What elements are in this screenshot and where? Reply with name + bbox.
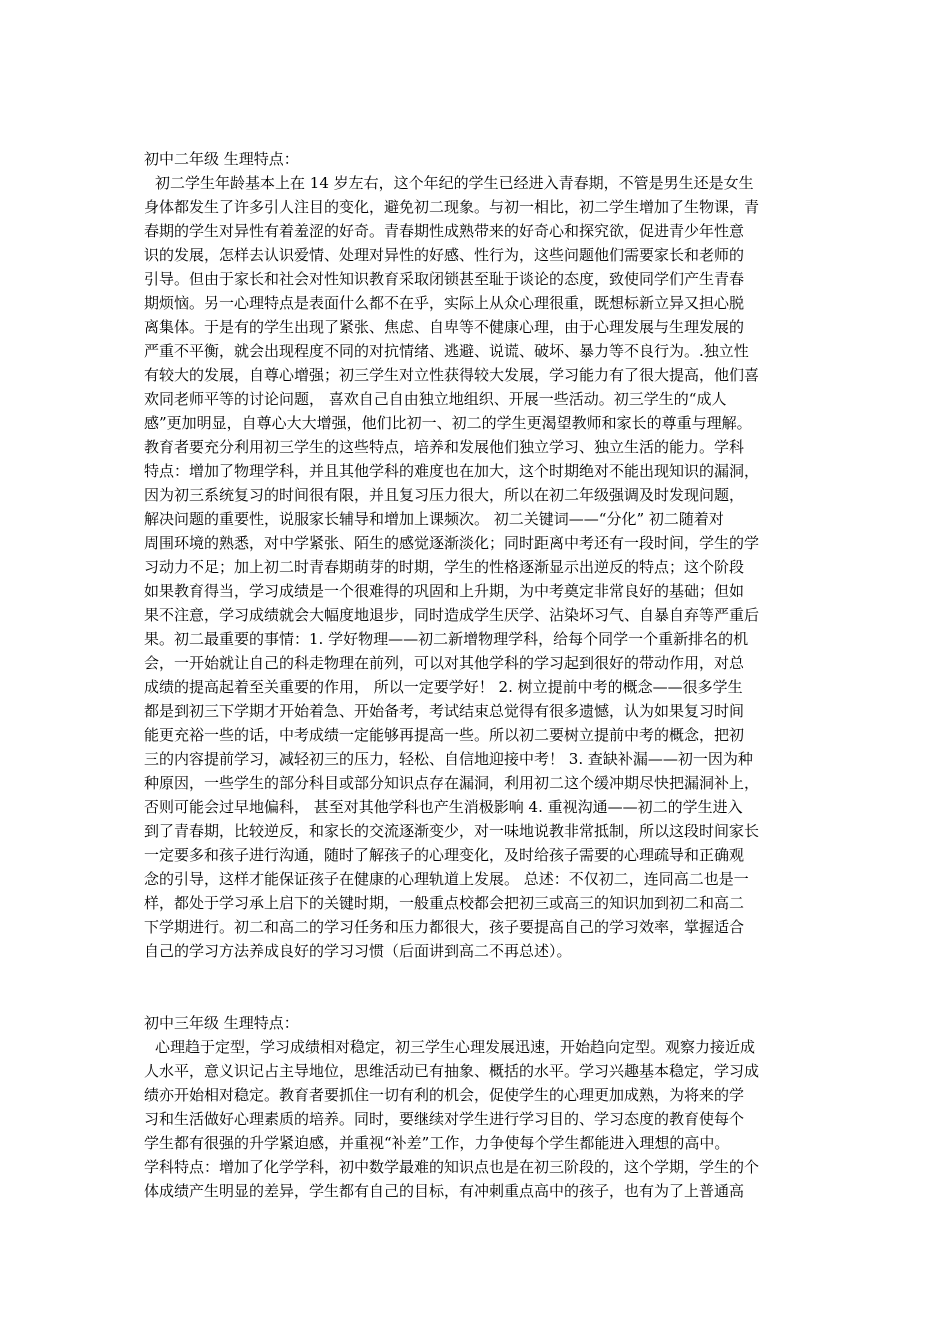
text-line: 果不注意，学习成绩就会大幅度地退步，同时造成学生厌学、沾染坏习气、自暴自弃等严重后 (144, 606, 760, 624)
text-line: 学生都有很强的升学紧迫感，并重视“补差”工作，力争使每个学生都能进入理想的高中。 (144, 1134, 730, 1152)
text-line: 如果教育得当，学习成绩是一个很难得的巩固和上升期，为中考奠定非常良好的基础；但如 (144, 582, 745, 600)
text-line: 期烦恼。另一心理特点是表面什么都不在乎，实际上从众心理很重，既想标新立异又担心脱 (144, 294, 745, 312)
section-body (144, 171, 806, 963)
text-line: 一定要多和孩子进行沟通，随时了解孩子的心理变化，及时给孩子需要的心理疏导和正确观 (144, 846, 745, 864)
text-line: 三的内容提前学习，减轻初三的压力，轻松、自信地迎接中考！ 3. 查缺补漏——初一因为种 (144, 750, 753, 768)
text-line: 到了青春期，比较逆反，和家长的交流逐渐变少，对一味地说教非常抵制，所以这段时间家长 (144, 822, 760, 840)
text-line: 样，都处于学习承上启下的关键时期，一般重点校都会把初三或高三的知识加到初二和高二 (144, 894, 745, 912)
text-line: 果。初二最重要的事情：1. 学好物理——初二新增物理学科，给每个同学一个重新排名的机 (144, 630, 749, 648)
text-line: 离集体。于是有的学生出现了紧张、焦虑、自卑等不健康心理，由于心理发展与生理发展的 (144, 318, 745, 336)
text-line: 有较大的发展，自尊心增强；初三学生对立性获得较大发展，学习能力有了很大提高，他们喜 (144, 366, 760, 384)
text-line: 识的发展，怎样去认识爱情、处理对异性的好感、性行为，这些问题他们需要家长和老师的 (144, 246, 745, 264)
text-line: 因为初三系统复习的时间很有限，并且复习压力很大，所以在初二年级强调及时发现问题， (144, 486, 745, 504)
text-line: 会，一开始就让自己的科走物理在前列，可以对其他学科的学习起到很好的带动作用，对总 (144, 654, 745, 672)
section-grade-nine (144, 1011, 806, 1203)
text-line: 教育者要充分利用初三学生的这些特点，培养和发展他们独立学习、独立生活的能力。学科 (144, 438, 745, 456)
section-body (144, 1035, 806, 1203)
text-line: 体成绩产生明显的差异，学生都有自己的目标，有冲刺重点高中的孩子，也有为了上普通高 (144, 1182, 745, 1200)
section-grade-eight (144, 147, 806, 963)
section-heading: 初中三年级 生理特点： (144, 1014, 299, 1032)
text-line: 成绩的提高起着至关重要的作用， 所以一定要学好！ 2. 树立提前中考的概念——很多学生 (144, 678, 743, 696)
text-line: 欢同老师平等的讨论问题， 喜欢自己自由独立地组织、开展一些活动。初三学生的“成人 (144, 390, 727, 408)
text-line: 严重不平衡，就会出现程度不同的对抗情绪、逃避、说谎、破坏、暴力等不良行为。.独立性 (144, 342, 749, 360)
text-line: 感”更加明显，自尊心大大增强，他们比初一、初二的学生更渴望教师和家长的尊重与理解。 (144, 414, 752, 432)
section-heading: 初中二年级 生理特点： (144, 150, 299, 168)
text-line: 引导。但由于家长和社会对性知识教育采取闭锁甚至耻于谈论的态度，致使同学们产生青春 (144, 270, 745, 288)
text-line: 念的引导，这样才能保证孩子在健康的心理轨道上发展。 总述：不仅初二，连同高二也是一 (144, 870, 749, 888)
text-line: 习动力不足；加上初二时青春期萌芽的时期，学生的性格逐渐显示出逆反的特点；这个阶段 (144, 558, 745, 576)
text-line: 否则可能会过早地偏科， 甚至对其他学科也产生消极影响 4. 重视沟通——初二的学生进入 (144, 798, 743, 816)
text-line: 习和生活做好心理素质的培养。同时，要继续对学生进行学习目的、学习态度的教育使每个 (144, 1110, 745, 1128)
text-line: 周围环境的熟悉，对中学紧张、陌生的感觉逐渐淡化；同时距离中考还有一段时间，学生的学 (144, 534, 760, 552)
text-line: 都是到初三下学期才开始着急、开始备考，考试结束总觉得有很多遗憾，认为如果复习时间 (144, 702, 745, 720)
text-line: 解决问题的重要性，说服家长辅导和增加上课频次。 初二关键词——“分化” 初二随着对 (144, 510, 724, 528)
text-line: 下学期进行。初二和高二的学习任务和压力都很大，孩子要提高自己的学习效率，掌握适合 (144, 918, 745, 936)
text-line: 能更充裕一些的话，中考成绩一定能够再提高一些。所以初二要树立提前中考的概念，把初 (144, 726, 745, 744)
text-line: 初二学生年龄基本上在 14 岁左右，这个年纪的学生已经进入青春期，不管是男生还是女生 (155, 174, 754, 192)
text-line: 种原因，一些学生的部分科目或部分知识点存在漏洞，利用初二这个缓冲期尽快把漏洞补上， (144, 774, 760, 792)
text-line: 人水平，意义识记占主导地位，思维活动已有抽象、概括的水平。学习兴趣基本稳定，学习成 (144, 1062, 760, 1080)
text-line: 绩亦开始相对稳定。教育者要抓住一切有利的机会，促使学生的心理更加成熟，为将来的学 (144, 1086, 745, 1104)
text-line: 心理趋于定型，学习成绩相对稳定，初三学生心理发展迅速，开始趋向定型。观察力接近成 (155, 1038, 756, 1056)
text-line: 春期的学生对异性有着羞涩的好奇。青春期性成熟带来的好奇心和探究欲，促进青少年性意 (144, 222, 745, 240)
text-line: 自己的学习方法养成良好的学习习惯（后面讲到高二不再总述）。 (144, 942, 572, 960)
text-line: 身体都发生了许多引人注目的变化，避免初二现象。与初一相比，初二学生增加了生物课，青 (144, 198, 760, 216)
text-line: 学科特点：增加了化学学科，初中数学最难的知识点也是在初三阶段的，这个学期，学生的个 (144, 1158, 760, 1176)
text-line: 特点：增加了物理学科，并且其他学科的难度也在加大，这个时期绝对不能出现知识的漏洞， (144, 462, 760, 480)
